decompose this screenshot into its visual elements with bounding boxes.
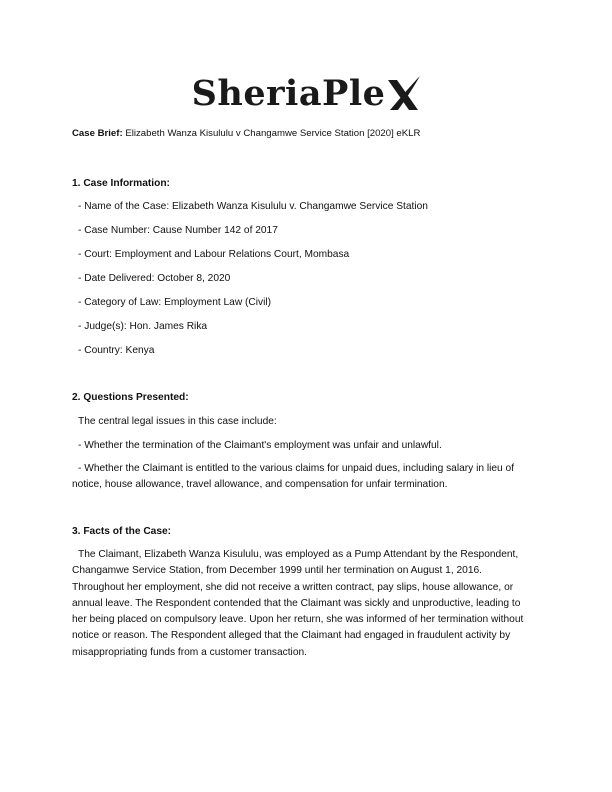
section-heading-questions-presented: 2. Questions Presented: [72, 392, 189, 403]
case-country: - Country: Kenya [78, 345, 155, 356]
case-brief-title: Elizabeth Wanza Kisululu v Changamwe Service Station [2020] eKLR [125, 128, 421, 139]
question-item: - Whether the Claimant is entitled to the various claims for unpaid dues, including salary in lieu of notice, house allowance, travel allowance, and compensation for unfair termination. [72, 463, 515, 491]
case-category: - Category of Law: Employment Law (Civil) [78, 297, 272, 308]
facts-paragraph: The Claimant, Elizabeth Wanza Kisululu, was employed as a Pump Attendant by the Respondent, Changamwe Service Station, from December 1999 until her termination on August 1, 2016. Throughout her employment, she did not receive a written contract, pay slips, house allowance, or annual leave. The Respondent contended that the Claimant was sickly and unproductive, leading to her being placed on compulsory leave. Upon her return, she was informed of her termination without notice or reason. The Respondent alleged that the Claimant had engaged in fraudulent activity by misappropriating funds from a customer transaction. [72, 549, 524, 658]
section-heading-case-information: 1. Case Information: [72, 178, 170, 189]
questions-intro: The central legal issues in this case include: [78, 416, 277, 427]
case-date-delivered: - Date Delivered: October 8, 2020 [78, 273, 231, 284]
case-judges: - Judge(s): Hon. James Rika [78, 321, 208, 332]
section-heading-facts: 3. Facts of the Case: [72, 526, 172, 537]
case-brief-line [72, 128, 420, 139]
question-item: - Whether the termination of the Claimant's employment was unfair and unlawful. [78, 440, 442, 451]
logo-text: SheriaPle [191, 73, 386, 114]
sheriaplex-logo [0, 74, 612, 114]
case-court: - Court: Employment and Labour Relations Court, Mombasa [78, 249, 350, 260]
case-number: - Case Number: Cause Number 142 of 2017 [78, 225, 278, 236]
logo-x-mark [386, 74, 420, 114]
case-name: - Name of the Case: Elizabeth Wanza Kisululu v. Changamwe Service Station [78, 201, 428, 212]
case-brief-label: Case Brief: [72, 128, 123, 139]
